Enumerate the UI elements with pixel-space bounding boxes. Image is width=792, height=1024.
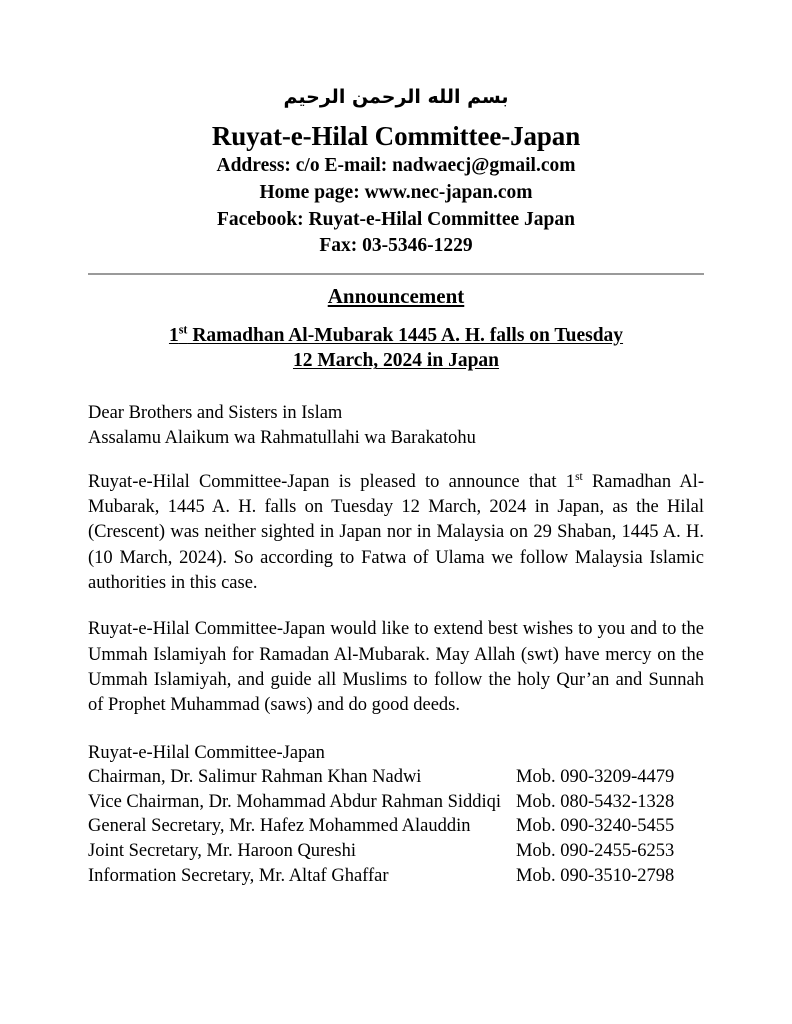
signature-role: Joint Secretary, Mr. Haroon Qureshi [88,841,357,862]
body-paragraph-1-part2: Ramadhan Al-Mubarak, 1445 A. H. falls on Tuesday 12 March, 2024 in Japan, as the Hilal (Crescent) was neither sighted in Japan nor in Malaysia on 29 Shaban, 1445 A. H. (10 March, 2024). So according to Fatwa of Ulama we follow Malaysia Islamic authorities in this case. [88,471,704,593]
signature-block [88,741,704,889]
signature-role: Chairman, Dr. Salimur Rahman Khan Nadwi [88,767,422,788]
salutation-block [88,401,704,450]
announcement-subheading-line1-text [168,322,624,346]
announcement-subheading [88,323,704,375]
signature-row [88,864,704,889]
signature-role: Information Secretary, Mr. Altaf Ghaffar [88,865,389,886]
signature-organization: Ruyat-e-Hilal Committee-Japan [88,742,325,763]
signature-row [88,790,704,815]
signature-mobile: Mob. 090-3510-2798 [516,865,675,886]
signature-mobile: Mob. 080-5432-1328 [516,791,675,812]
ordinal-suffix: st [575,470,583,483]
signature-mobile: Mob. 090-3240-5455 [516,816,675,837]
announcement-subheading-line1-rest: Ramadhan Al-Mubarak 1445 A. H. falls on Tuesday [187,324,624,346]
signature-mobile: Mob. 090-3209-4479 [516,767,675,788]
announcement-heading [88,284,704,309]
announcement-subheading-line1 [88,323,704,349]
ordinal-suffix: st [178,322,188,337]
signature-role: Vice Chairman, Dr. Mohammad Abdur Rahman Siddiqi [88,791,502,812]
contact-fax: Fax: 03-5346-1229 [319,235,473,257]
salutation-line-1: Dear Brothers and Sisters in Islam [88,403,343,424]
contact-facebook: Facebook: Ruyat-e-Hilal Committee Japan [217,208,575,230]
salutation-line-2: Assalamu Alaikum wa Rahmatullahi wa Barakatohu [88,427,476,448]
announcement-subheading-line2-text: 12 March, 2024 in Japan [292,350,500,372]
body-paragraph-1-part1: Ruyat-e-Hilal Committee-Japan is pleased to announce that 1 [88,471,576,492]
signature-row [88,765,704,790]
organization-title: Ruyat-e-Hilal Committee-Japan [211,120,581,151]
basmala-text: بسم الله الرحمن الرحيم [283,86,509,108]
announcement-heading-text: Announcement [327,284,465,309]
ordinal-number: 1 [168,324,179,346]
header-divider [88,273,704,275]
signature-role: General Secretary, Mr. Hafez Mohammed Alauddin [88,816,471,837]
contact-homepage: Home page: www.nec-japan.com [259,181,533,203]
signature-mobile: Mob. 090-2455-6253 [516,841,675,862]
body-paragraph-1 [88,470,704,597]
signature-row [88,814,704,839]
signature-row [88,839,704,864]
announcement-subheading-line2 [88,348,704,374]
body-paragraph-2: Ruyat-e-Hilal Committee-Japan would like to extend best wishes to you and to the Ummah Islamiyah for Ramadan Al-Mubarak. May Allah (swt) have mercy on the Ummah Islamiyah, and guide all Muslims to follow the holy Qur’an and Sunnah of Prophet Muhammad (saws) and do good deeds. [88,619,704,716]
contact-address: Address: c/o E-mail: nadwaecj@gmail.com [216,154,576,176]
